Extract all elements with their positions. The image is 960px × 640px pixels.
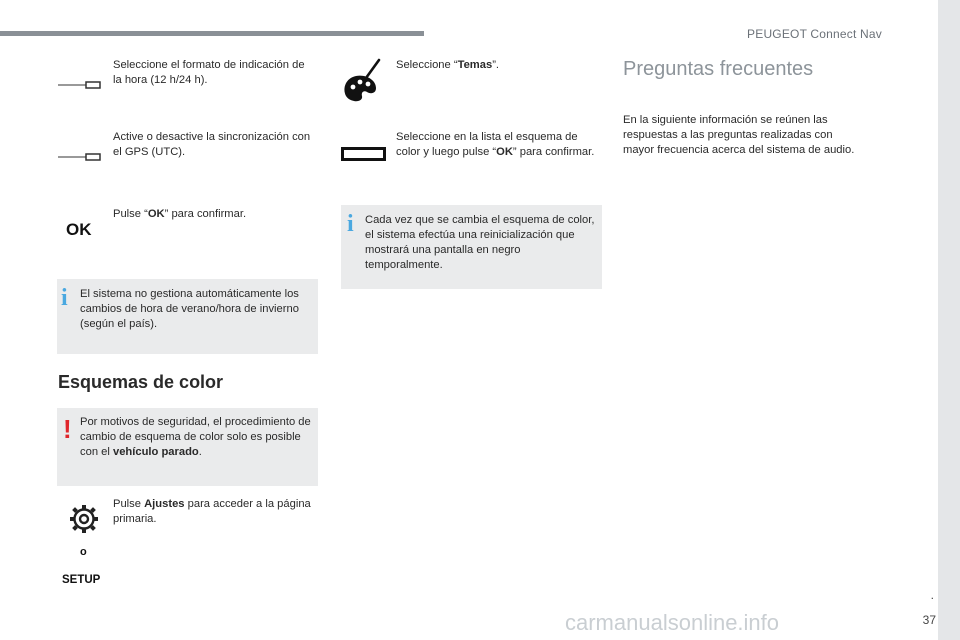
step-select-themes: Seleccione “Temas”. (396, 59, 500, 71)
faq-intro: En la siguiente información se reúnen las respuestas a las preguntas realizadas con mayor frecuencia acerca del sistema de audio. (623, 114, 855, 156)
slider-icon (58, 152, 102, 162)
info-note-reset (341, 205, 602, 289)
warning-text: Por motivos de seguridad, el procedimiento de cambio de esquema de color solo es posible con el vehículo parado. (80, 416, 311, 458)
watermark: carmanualsonline.info (565, 610, 780, 635)
faq-title: Preguntas frecuentes (623, 58, 814, 80)
slider-icon (58, 80, 102, 90)
info-icon: i (347, 211, 354, 237)
warning-icon: ! (63, 414, 72, 444)
warning-note (57, 408, 318, 486)
or-label: o (80, 546, 87, 558)
page-marker: . (930, 588, 934, 602)
list-bar-icon (341, 147, 386, 161)
info-note-reset-text: Cada vez que se cambia el esquema de color, el sistema efectúa una reinicialización que mostrará una pantalla en negro temporalmente. (365, 214, 595, 271)
side-strip (938, 0, 960, 640)
info-note-text: El sistema no gestiona automáticamente los cambios de hora de verano/hora de invierno (según el país). (80, 288, 299, 330)
step-time-format: Seleccione el formato de indicación de la hora (12 h/24 h). (113, 59, 305, 86)
info-note-dst (57, 279, 318, 354)
gear-icon (70, 504, 98, 534)
ok-icon: OK (66, 220, 92, 239)
palette-icon (342, 58, 382, 104)
step-select-scheme: Seleccione en la lista el esquema de color y luego pulse “OK” para confirmar. (396, 131, 595, 158)
info-icon: i (61, 285, 68, 311)
step-gps-sync: Active o desactive la sincronización con el GPS (UTC). (113, 131, 311, 158)
section-title-color-schemes: Esquemas de color (58, 372, 224, 392)
step-confirm: Pulse “OK” para confirmar. (113, 208, 247, 220)
header-bar (0, 31, 424, 36)
step-settings: Pulse Ajustes para acceder a la página primaria. (113, 498, 311, 525)
header-title: PEUGEOT Connect Nav (747, 27, 882, 41)
page-number: 37 (922, 613, 936, 627)
setup-label: SETUP (62, 574, 101, 586)
